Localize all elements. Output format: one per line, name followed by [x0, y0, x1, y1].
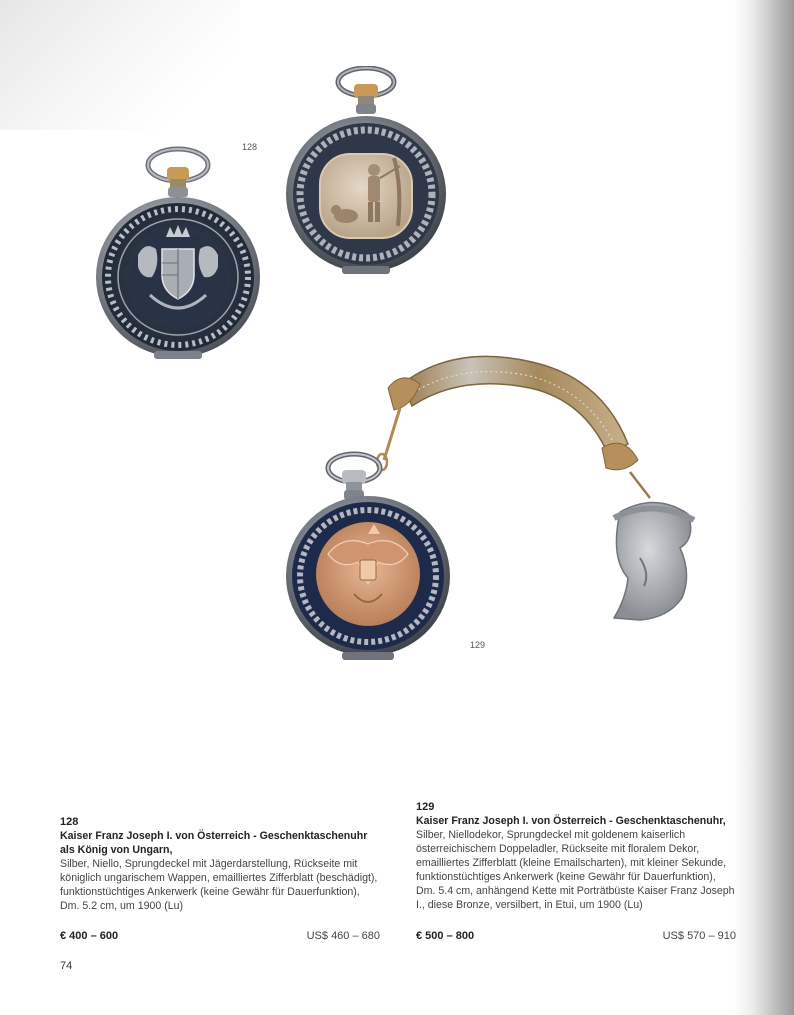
lot-129-estimate-usd: US$ 570 – 910: [662, 930, 736, 942]
page-number: 74: [60, 960, 73, 972]
photo-label-129: 129: [470, 640, 486, 650]
watch-128-back-photo: [90, 145, 270, 380]
page-shadow: [0, 0, 240, 130]
lot-title: Kaiser Franz Joseph I. von Österreich - Geschenktaschenuhr als König von Ungarn,: [60, 830, 368, 856]
lot-129-description: [416, 800, 738, 912]
estimate-eur-value: € 400 – 600: [60, 930, 119, 942]
lot-number: 129: [416, 801, 435, 813]
lot-129-estimate-eur: [416, 930, 474, 942]
watch-129-photo: [284, 348, 704, 670]
page-gutter-shadow: [734, 0, 794, 1015]
lot-128-description: [60, 815, 380, 913]
lot-128-estimate-usd: US$ 460 – 680: [306, 930, 380, 942]
lot-body: Silber, Niello, Sprungdeckel mit Jägerdarstellung, Rückseite mit königlich ungarischem Wappen, emailliertes Zifferblatt (beschädigt), funktionstüchtiges Ankerwerk (keine Gewähr für Dauerfunktion), Dm. 5.2 cm, um 1900 (Lu): [60, 858, 378, 912]
photo-label-128: 128: [242, 142, 258, 152]
lot-title: Kaiser Franz Joseph I. von Österreich - Geschenktaschenuhr,: [416, 815, 726, 827]
lot-body: Silber, Niellodekor, Sprungdeckel mit goldenem kaiserlich österreichischem Doppeladler, Rückseite mit floralem Dekor, emailliertes Zifferblatt (kleine Emailscharten), mit kleiner Sekunde, funktionstüchtiges Ankerwerk (keine Gewähr für Dauerfunktion), Dm. 5.4 cm, anhängend Kette mit Porträtbüste Kaiser Franz Joseph I., diese Bronze, versilbert, in Etui, um 1900 (Lu): [416, 829, 735, 911]
watch-128-front-photo: [282, 66, 450, 276]
lot-128-estimate-eur: [60, 930, 118, 942]
estimate-eur-value: € 500 – 800: [416, 930, 475, 942]
lot-number: 128: [60, 816, 79, 828]
